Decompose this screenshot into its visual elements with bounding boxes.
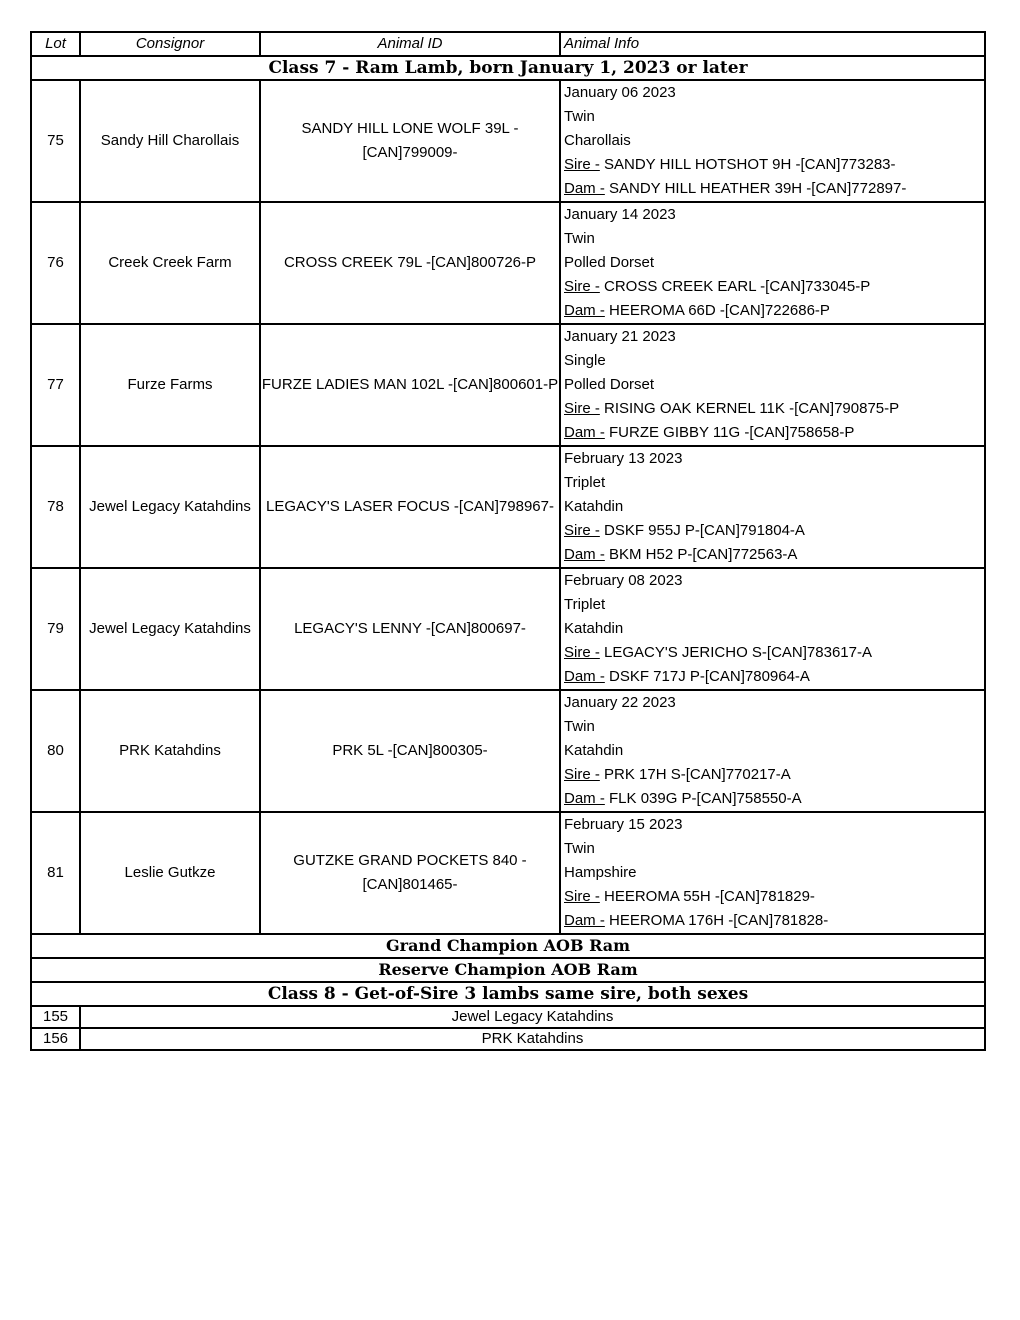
table-row <box>31 446 985 568</box>
consignor: Creek Creek Farm <box>80 202 260 324</box>
birth-type: Twin <box>564 840 595 857</box>
sire-value: CROSS CREEK EARL -[CAN]733045-P <box>599 278 871 295</box>
lot-number: 75 <box>31 80 80 202</box>
birth-type: Twin <box>564 108 595 125</box>
sire-value: LEGACY'S JERICHO S-[CAN]783617-A <box>599 644 872 661</box>
sire-label: Sire - <box>564 644 600 661</box>
birth-type: Twin <box>564 718 595 735</box>
sire-value: DSKF 955J P-[CAN]791804-A <box>599 522 805 539</box>
table-row <box>31 568 985 690</box>
birth-date: January 06 2023 <box>564 84 676 101</box>
class-7-banner <box>31 56 985 80</box>
sire-line <box>564 641 984 665</box>
class-8-banner <box>31 982 985 1006</box>
breed: Hampshire <box>564 864 637 881</box>
sire-value: HEEROMA 55H -[CAN]781829- <box>599 888 815 905</box>
table-row <box>31 812 985 934</box>
table-row <box>31 202 985 324</box>
sire-line <box>564 763 984 787</box>
birth-date: February 08 2023 <box>564 572 683 589</box>
dam-label: Dam - <box>564 912 605 929</box>
sire-label: Sire - <box>564 522 600 539</box>
animal-id: LEGACY'S LENNY -[CAN]800697- <box>260 568 560 690</box>
breed: Polled Dorset <box>564 254 655 271</box>
sire-value: PRK 17H S-[CAN]770217-A <box>599 766 791 783</box>
header-consignor: Consignor <box>80 32 260 56</box>
animal-info <box>560 446 985 568</box>
sire-label: Sire - <box>564 888 600 905</box>
show-catalog-table <box>30 31 986 1051</box>
sire-line <box>564 519 984 543</box>
sire-value: RISING OAK KERNEL 11K -[CAN]790875-P <box>599 400 900 417</box>
dam-label: Dam - <box>564 546 605 563</box>
birth-type: Triplet <box>564 474 606 491</box>
dam-label: Dam - <box>564 302 605 319</box>
sire-value: SANDY HILL HOTSHOT 9H -[CAN]773283- <box>599 156 896 173</box>
birth-type: Single <box>564 352 606 369</box>
class-7-title: Class 7 - Ram Lamb, born January 1, 2023 or later <box>31 56 985 80</box>
lot-number: 80 <box>31 690 80 812</box>
reserve-champion-label: Reserve Champion AOB Ram <box>378 960 638 979</box>
sire-label: Sire - <box>564 156 600 173</box>
birth-date: January 14 2023 <box>564 206 676 223</box>
animal-id: CROSS CREEK 79L -[CAN]800726-P <box>260 202 560 324</box>
dam-line <box>564 909 984 933</box>
consignor: Jewel Legacy Katahdins <box>80 446 260 568</box>
header-animal-id: Animal ID <box>260 32 560 56</box>
lot-number: 76 <box>31 202 80 324</box>
animal-info <box>560 568 985 690</box>
animal-info <box>560 690 985 812</box>
birth-type: Twin <box>564 230 595 247</box>
dam-label: Dam - <box>564 180 605 197</box>
sire-line <box>564 397 984 421</box>
reserve-champion-row <box>31 958 985 982</box>
dam-value: FURZE GIBBY 11G -[CAN]758658-P <box>604 424 855 441</box>
header-animal-info: Animal Info <box>560 32 985 56</box>
animal-info <box>560 80 985 202</box>
animal-id: GUTZKE GRAND POCKETS 840 -[CAN]801465- <box>260 812 560 934</box>
birth-date: January 21 2023 <box>564 328 676 345</box>
lot-number: 77 <box>31 324 80 446</box>
dam-value: BKM H52 P-[CAN]772563-A <box>604 546 798 563</box>
animal-id: PRK 5L -[CAN]800305- <box>260 690 560 812</box>
breed: Katahdin <box>564 620 624 637</box>
sire-line <box>564 275 984 299</box>
consignor: Jewel Legacy Katahdins <box>80 1006 985 1028</box>
breed: Katahdin <box>564 742 624 759</box>
lot-number: 156 <box>31 1028 80 1050</box>
birth-date: February 15 2023 <box>564 816 683 833</box>
sire-line <box>564 885 984 909</box>
consignor: Jewel Legacy Katahdins <box>80 568 260 690</box>
consignor: PRK Katahdins <box>80 690 260 812</box>
birth-type: Triplet <box>564 596 606 613</box>
lot-number: 155 <box>31 1006 80 1028</box>
animal-id: FURZE LADIES MAN 102L -[CAN]800601-P <box>260 324 560 446</box>
dam-value: DSKF 717J P-[CAN]780964-A <box>604 668 810 685</box>
consignor: Leslie Gutkze <box>80 812 260 934</box>
grand-champion-label: Grand Champion AOB Ram <box>385 936 631 955</box>
lot-number: 79 <box>31 568 80 690</box>
header-row <box>31 32 985 56</box>
dam-line <box>564 299 984 323</box>
dam-value: SANDY HILL HEATHER 39H -[CAN]772897- <box>604 180 907 197</box>
dam-value: HEEROMA 66D -[CAN]722686-P <box>604 302 830 319</box>
animal-id: SANDY HILL LONE WOLF 39L -[CAN]799009- <box>260 80 560 202</box>
lot-number: 81 <box>31 812 80 934</box>
dam-line <box>564 543 984 567</box>
animal-id: LEGACY'S LASER FOCUS -[CAN]798967- <box>260 446 560 568</box>
dam-label: Dam - <box>564 424 605 441</box>
animal-info <box>560 202 985 324</box>
reserve-champion-title <box>31 958 985 982</box>
consignor: Sandy Hill Charollais <box>80 80 260 202</box>
table-row <box>31 80 985 202</box>
dam-value: HEEROMA 176H -[CAN]781828- <box>604 912 829 929</box>
birth-date: February 13 2023 <box>564 450 683 467</box>
table-row <box>31 1006 985 1028</box>
dam-line <box>564 665 984 689</box>
grand-champion-title <box>31 934 985 958</box>
consignor: Furze Farms <box>80 324 260 446</box>
dam-label: Dam - <box>564 668 605 685</box>
dam-label: Dam - <box>564 790 605 807</box>
animal-info <box>560 324 985 446</box>
dam-line <box>564 177 984 201</box>
table-row <box>31 1028 985 1050</box>
breed: Charollais <box>564 132 631 149</box>
grand-champion-row <box>31 934 985 958</box>
sire-label: Sire - <box>564 278 600 295</box>
lot-number: 78 <box>31 446 80 568</box>
sire-label: Sire - <box>564 766 600 783</box>
sire-line <box>564 153 984 177</box>
table-row <box>31 690 985 812</box>
breed: Katahdin <box>564 498 624 515</box>
dam-line <box>564 421 984 445</box>
dam-line <box>564 787 984 811</box>
table-row <box>31 324 985 446</box>
birth-date: January 22 2023 <box>564 694 676 711</box>
consignor: PRK Katahdins <box>80 1028 985 1050</box>
animal-info <box>560 812 985 934</box>
dam-value: FLK 039G P-[CAN]758550-A <box>604 790 802 807</box>
class-8-title: Class 8 - Get-of-Sire 3 lambs same sire, both sexes <box>31 982 985 1006</box>
header-lot: Lot <box>31 32 80 56</box>
sire-label: Sire - <box>564 400 600 417</box>
breed: Polled Dorset <box>564 376 655 393</box>
